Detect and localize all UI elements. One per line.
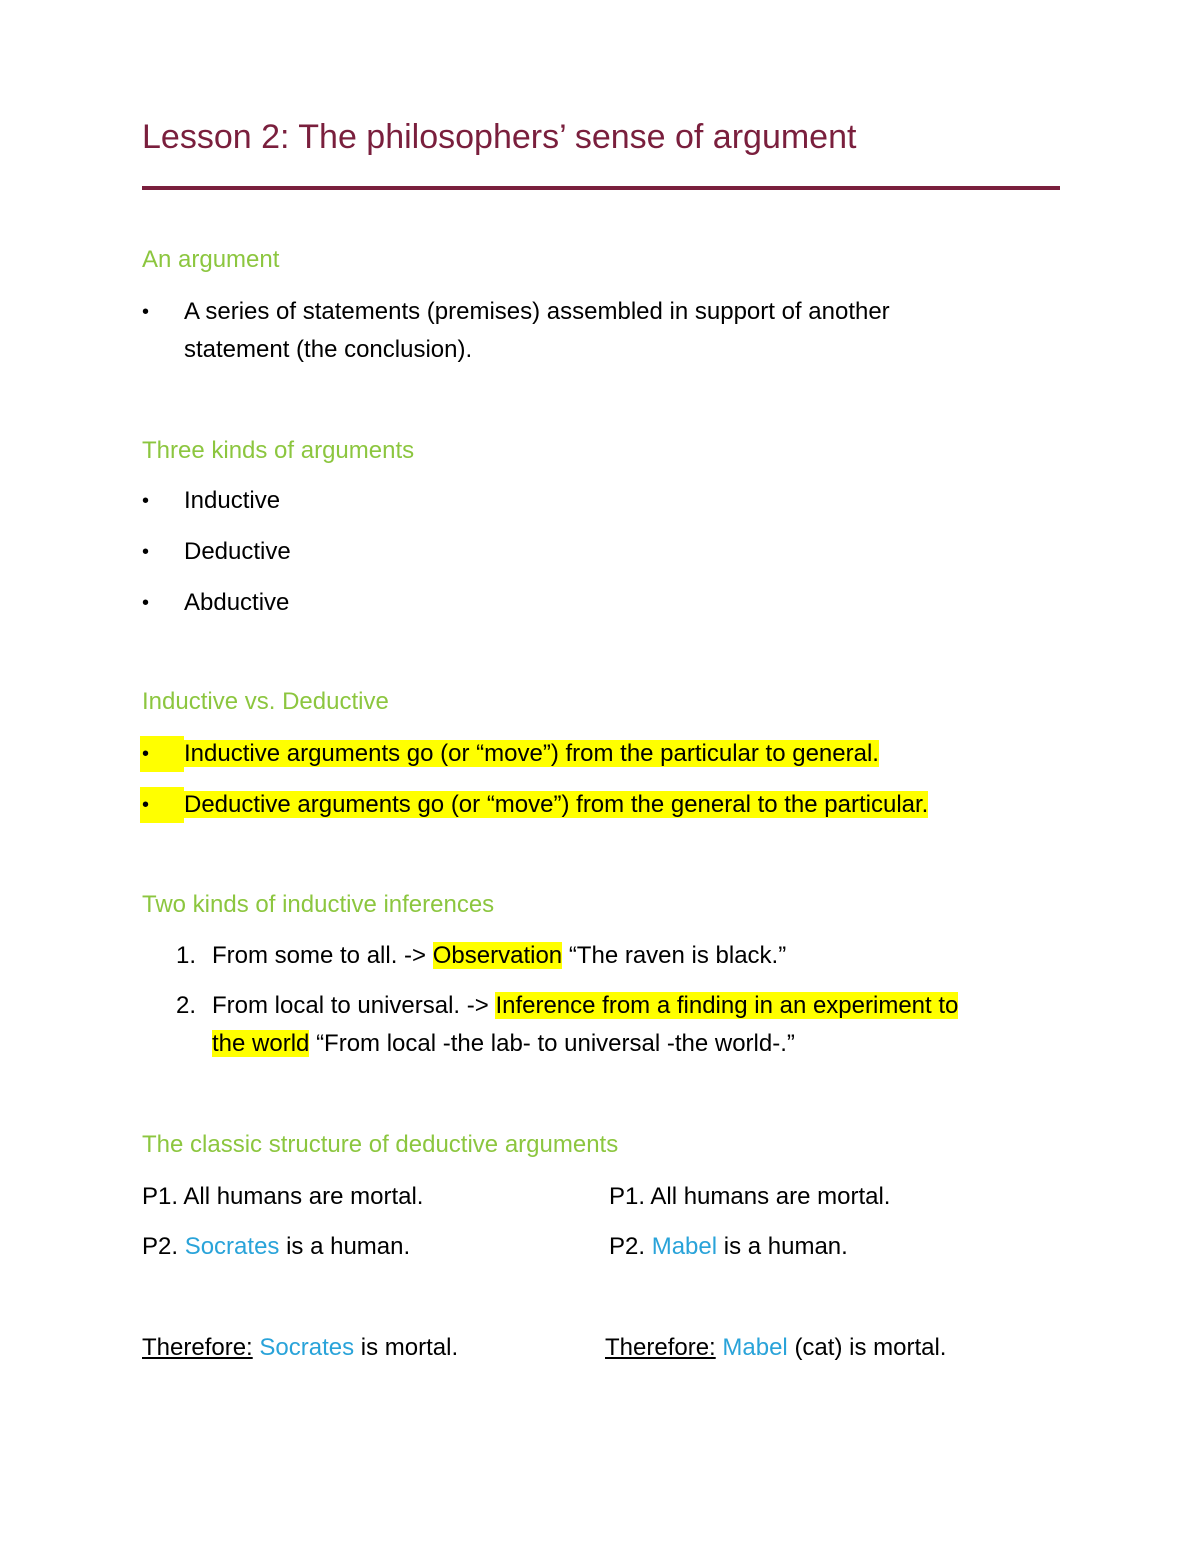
right-conclusion	[605, 1330, 946, 1366]
left-premise-2	[142, 1229, 410, 1265]
left-therefore: Therefore:	[142, 1334, 253, 1361]
bullet-icon: •	[142, 301, 150, 323]
bullet-icon: •	[142, 743, 150, 765]
right-therefore: Therefore:	[605, 1334, 716, 1361]
list-item-abductive: Abductive	[184, 589, 290, 616]
item-2-highlight-line2: the world	[212, 1030, 310, 1057]
bullet-icon: •	[142, 794, 150, 816]
list-item-inductive: Inductive	[184, 487, 281, 514]
list-item-deductive: Deductive	[184, 538, 291, 565]
right-premise-2	[609, 1229, 848, 1265]
numbered-item-1-number: 1.	[176, 942, 197, 969]
left-c-name: Socrates	[259, 1334, 355, 1361]
heading-two-kinds-inductive: Two kinds of inductive inferences	[142, 891, 495, 918]
left-p2-rest: is a human.	[286, 1233, 411, 1260]
right-p2-rest: is a human.	[723, 1233, 848, 1260]
item-2-post: “From local -the lab- to universal -the world-.”	[316, 1030, 795, 1057]
item-2-highlight-line1: Inference from a finding in an experiment to	[495, 992, 959, 1019]
title-rule	[142, 186, 1060, 190]
highlighted-text: Inductive arguments go (or “move”) from the particular to general.	[184, 740, 879, 767]
highlighted-text: Deductive arguments go (or “move”) from the general to the particular.	[184, 791, 929, 818]
page-title: Lesson 2: The philosophers’ sense of argument	[142, 118, 857, 156]
deductive-definition	[184, 787, 928, 823]
left-p2-name: Socrates	[184, 1233, 280, 1260]
numbered-item-2-line1	[212, 988, 958, 1024]
heading-an-argument: An argument	[142, 246, 280, 273]
item-1-highlight: Observation	[432, 942, 563, 969]
numbered-item-2-number: 2.	[176, 992, 197, 1019]
right-p2-label: P2.	[609, 1233, 646, 1260]
item-1-pre: From some to all. ->	[212, 942, 427, 969]
bullet-icon: •	[142, 592, 150, 614]
right-c-name: Mabel	[722, 1334, 788, 1361]
inductive-definition	[184, 736, 879, 772]
bullet-icon: •	[142, 541, 150, 563]
argument-definition-line1: A series of statements (premises) assembled in support of another	[184, 298, 890, 325]
left-c-rest: is mortal.	[360, 1334, 459, 1361]
right-c-rest: (cat) is mortal.	[794, 1334, 947, 1361]
numbered-item-2-line2	[212, 1026, 795, 1062]
heading-classic-structure: The classic structure of deductive arguments	[142, 1131, 619, 1158]
left-conclusion	[142, 1330, 458, 1366]
right-premise-1: P1. All humans are mortal.	[609, 1183, 891, 1210]
left-premise-1: P1. All humans are mortal.	[142, 1183, 424, 1210]
item-1-post: “The raven is black.”	[568, 942, 787, 969]
left-p2-label: P2.	[142, 1233, 179, 1260]
heading-inductive-vs-deductive: Inductive vs. Deductive	[142, 688, 389, 715]
item-2-pre: From local to universal. ->	[212, 992, 489, 1019]
heading-three-kinds: Three kinds of arguments	[142, 437, 415, 464]
bullet-icon: •	[142, 490, 150, 512]
numbered-item-1	[212, 938, 786, 974]
argument-definition-line2: statement (the conclusion).	[184, 336, 473, 363]
right-p2-name: Mabel	[651, 1233, 718, 1260]
